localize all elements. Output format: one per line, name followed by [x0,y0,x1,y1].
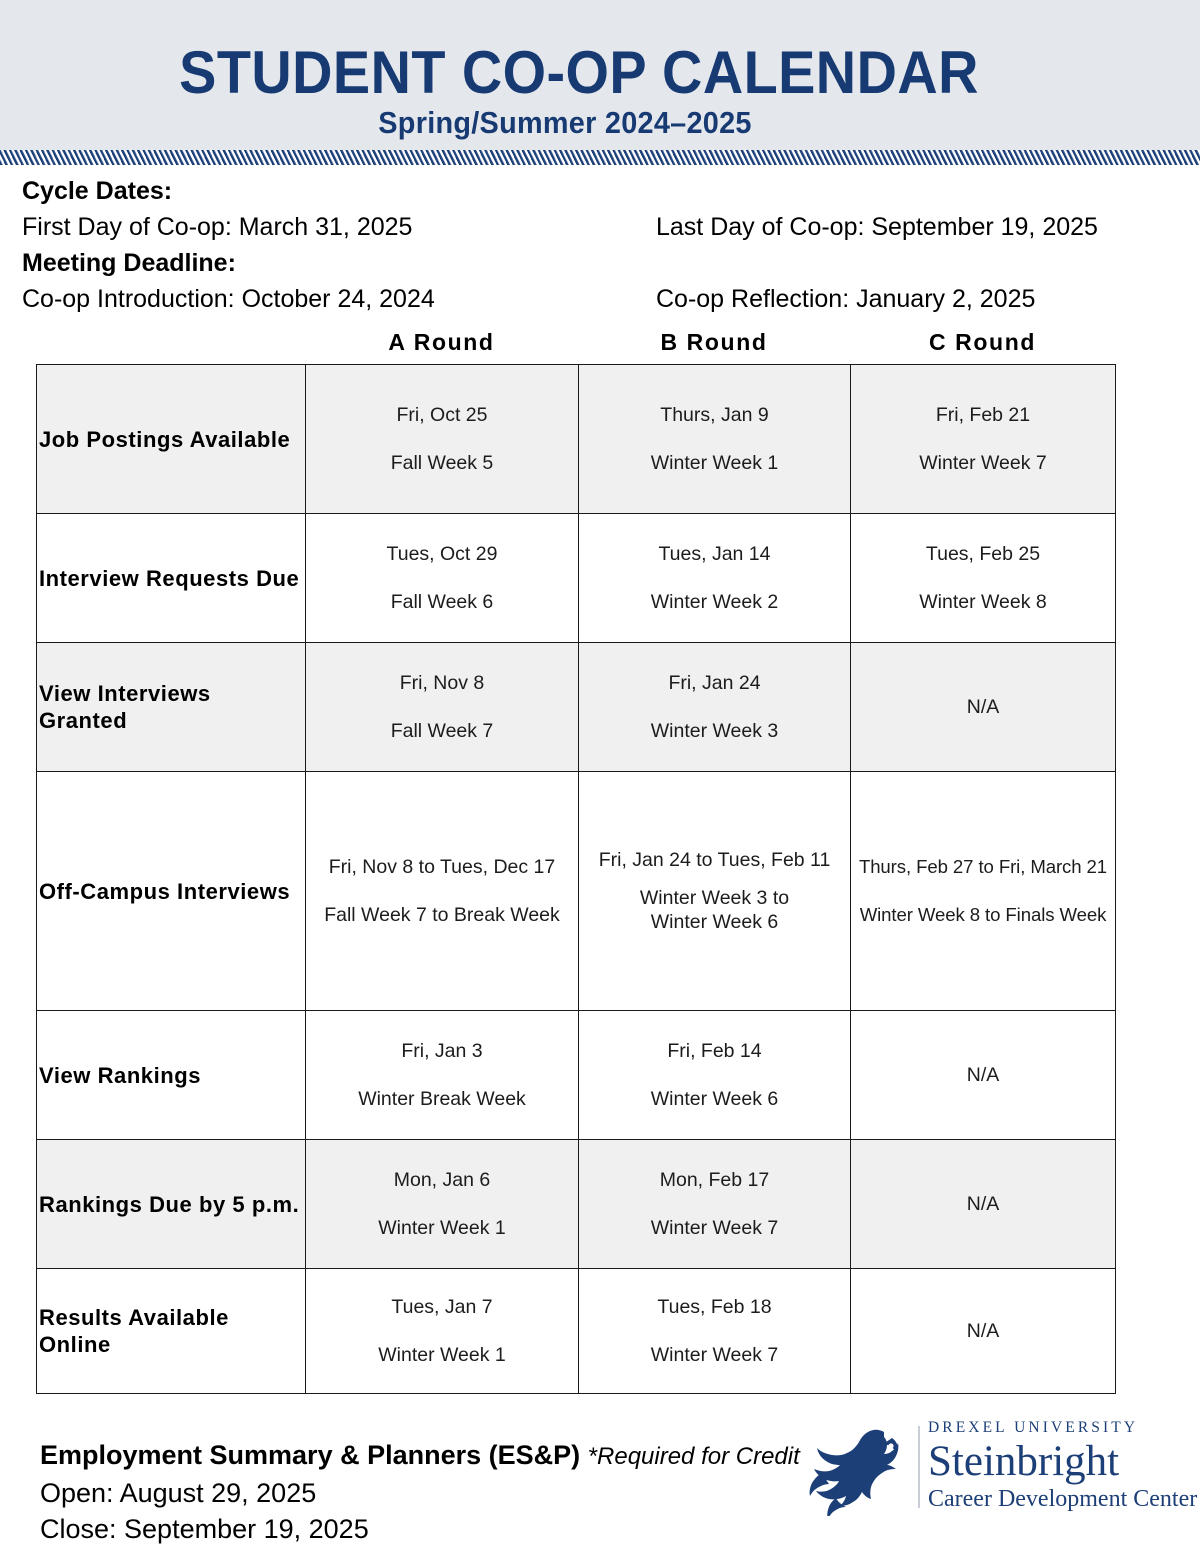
cell-view-interviews-c [851,643,1116,772]
cell-interview-requests-c [851,514,1116,643]
cell-off-campus-c [851,772,1116,1011]
cell-date: Fri, Nov 8 to Tues, Dec 17 [328,856,556,878]
cell-date: Fri, Nov 8 [399,672,485,694]
cell-week: Winter Week 3 to [639,887,790,909]
logo-university-name: DREXEL UNIVERSITY [928,1419,1139,1436]
row-label-job-postings-available: Job Postings Available [37,365,306,514]
row-label-line-2: Online [39,1332,111,1357]
last-day-of-coop: Last Day of Co-op: September 19, 2025 [656,213,1098,241]
cell-date: Tues, Feb 25 [925,543,1041,565]
cell-date: Tues, Jan 7 [391,1296,493,1318]
cell-view-rankings-a [306,1011,579,1140]
cell-spacer [856,427,1110,451]
cell-view-interviews-b [579,643,851,772]
page-title: STUDENT CO-OP CALENDAR [179,39,979,106]
table-row [37,643,1116,772]
cell-date: Thurs, Feb 27 to Fri, March 21 [858,856,1108,877]
cell-rankings-due-a [306,1140,579,1269]
meeting-deadline-label: Meeting Deadline: [22,249,236,277]
cell-week: Fall Week 6 [390,591,494,613]
cell-week: Winter Break Week [358,1088,526,1110]
cell-week-line-2: Winter Week 6 [650,911,779,933]
cell-week: Winter Week 8 [919,591,1047,613]
cell-spacer [311,1192,573,1216]
logo-text-block [928,1418,1197,1513]
cell-view-rankings-b [579,1011,851,1140]
cell-week: Winter Week 2 [650,591,779,613]
page-banner [0,0,1200,150]
cell-week: Winter Week 6 [650,1088,779,1110]
cell-off-campus-b [579,772,851,1011]
row-label-line-2: Granted [39,708,128,733]
cell-date: Fri, Feb 21 [935,404,1031,426]
steinbright-logo [806,1418,1198,1523]
coop-introduction-deadline: Co-op Introduction: October 24, 2024 [22,285,435,313]
cell-job-postings-c [851,365,1116,514]
cell-week: Winter Week 7 [919,452,1047,474]
row-label-off-campus-interviews: Off-Campus Interviews [37,772,306,1011]
cell-week: Winter Week 1 [378,1344,506,1366]
drexel-dragon-icon [806,1424,914,1516]
cell-date: Tues, Oct 29 [386,543,498,565]
cell-spacer [311,427,573,451]
cell-rankings-due-c [851,1140,1116,1269]
cell-spacer [856,566,1110,590]
cell-week: Fall Week 5 [390,452,494,474]
cell-week: Winter Week 7 [650,1344,779,1366]
cycle-dates-heading-row [22,176,1152,212]
esp-required-note: *Required for Credit [587,1443,800,1470]
coop-calendar-table [36,364,1116,1394]
row-label-view-rankings: View Rankings [37,1011,306,1140]
cell-spacer [584,872,845,886]
column-header-a-round: A Round [388,329,495,355]
cell-week: Winter Week 1 [650,452,779,474]
cell-date: Thurs, Jan 9 [660,404,769,426]
cell-date: N/A [966,696,1000,718]
round-column-headings [36,328,1115,360]
cell-spacer [311,566,573,590]
logo-divider [918,1426,920,1508]
table-row [37,365,1116,514]
cell-job-postings-a [306,365,579,514]
cell-spacer [584,1319,845,1343]
cell-view-rankings-c [851,1011,1116,1140]
cell-week: Fall Week 7 [390,720,494,742]
page-subtitle: Spring/Summer 2024–2025 [378,105,752,140]
esp-title: Employment Summary & Planners (ES&P) [40,1440,581,1470]
cell-off-campus-a [306,772,579,1011]
diagonal-hatch-divider [0,150,1200,165]
cell-date: Mon, Feb 17 [659,1169,770,1191]
logo-department-name: Career Development Center [928,1486,1198,1512]
cell-week: Fall Week 7 to Break Week [324,904,560,926]
cell-week: Winter Week 1 [378,1217,506,1239]
cell-spacer [852,879,1114,903]
cell-date: Tues, Jan 14 [658,543,771,565]
esp-open-date: Open: August 29, 2025 [40,1478,317,1508]
cell-interview-requests-a [306,514,579,643]
first-day-of-coop: First Day of Co-op: March 31, 2025 [22,213,413,241]
coop-reflection-deadline: Co-op Reflection: January 2, 2025 [656,285,1036,313]
cell-date: Fri, Jan 24 to Tues, Feb 11 [598,849,831,871]
row-label-rankings-due: Rankings Due by 5 p.m. [37,1140,306,1269]
meeting-deadline-heading-row [22,248,1152,284]
cell-spacer [584,1063,845,1087]
row-label-view-interviews-granted [37,643,306,772]
cell-results-available-c [851,1269,1116,1394]
esp-close-date: Close: September 19, 2025 [40,1514,369,1544]
cycle-dates-block [22,176,1152,320]
cell-date: N/A [966,1320,1000,1342]
cell-date: Fri, Oct 25 [396,404,488,426]
column-header-c-round: C Round [928,329,1036,355]
row-label-results-available-online [37,1269,306,1394]
cell-date: Tues, Feb 18 [657,1296,772,1318]
footer-esp-block [40,1437,820,1547]
coop-days-row [22,212,1152,248]
table-row [37,1269,1116,1394]
table-row [37,772,1116,1011]
cell-results-available-a [306,1269,579,1394]
esp-title-line [40,1437,820,1475]
row-label-line-1: Results Available [39,1305,229,1330]
cell-date: Mon, Jan 6 [393,1169,491,1191]
cell-results-available-b [579,1269,851,1394]
cell-date: Fri, Jan 3 [401,1040,483,1062]
column-header-b-round: B Round [660,329,768,355]
row-label-interview-requests-due: Interview Requests Due [37,514,306,643]
cell-spacer [311,1063,573,1087]
cell-date: Fri, Jan 24 [668,672,761,694]
cell-spacer [584,427,845,451]
cell-rankings-due-b [579,1140,851,1269]
cell-spacer [584,1192,845,1216]
cycle-dates-label: Cycle Dates: [22,177,173,205]
cell-job-postings-b [579,365,851,514]
cell-spacer [311,695,573,719]
cell-date: Fri, Feb 14 [667,1040,762,1062]
meeting-deadline-row [22,284,1152,320]
table-row [37,1140,1116,1269]
cell-week: Winter Week 3 [650,720,779,742]
cell-date: N/A [966,1193,1000,1215]
table-row [37,514,1116,643]
row-label-line-1: View Interviews [39,681,211,706]
cell-week: Winter Week 8 to Finals Week [859,904,1107,925]
cell-view-interviews-a [306,643,579,772]
table-row [37,1011,1116,1140]
cell-spacer [311,879,573,903]
logo-steinbright-name: Steinbright [928,1438,1120,1485]
cell-interview-requests-b [579,514,851,643]
cell-spacer [584,566,845,590]
cell-spacer [311,1319,573,1343]
cell-week: Winter Week 7 [650,1217,779,1239]
cell-date: N/A [966,1064,1000,1086]
cell-spacer [584,695,845,719]
